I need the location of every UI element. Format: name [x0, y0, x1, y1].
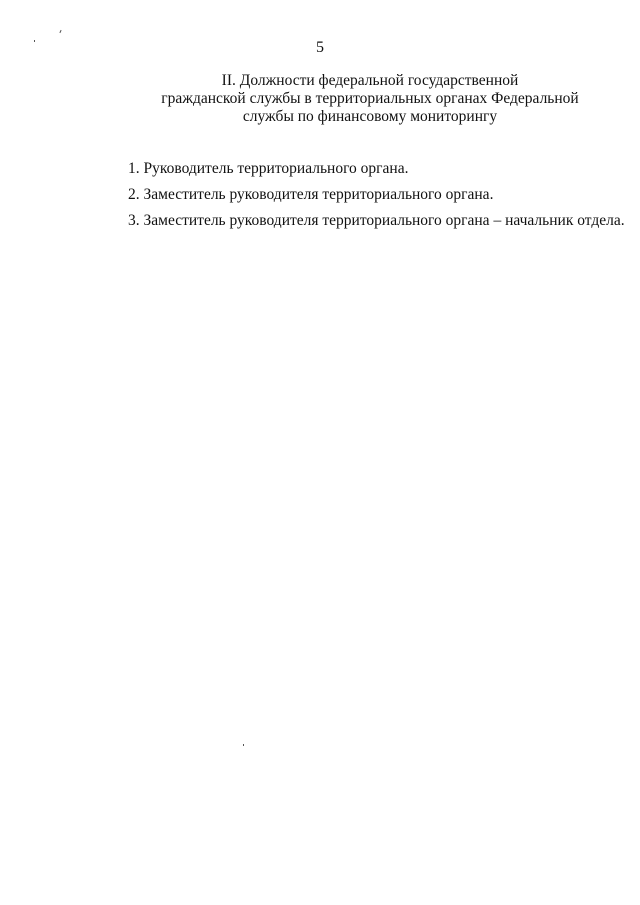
scan-speck	[59, 30, 61, 33]
page-number: 5	[316, 39, 324, 56]
section-title-line: гражданской службы в территориальных органах Федеральной	[161, 90, 579, 107]
section-title-line: службы по финансовому мониторингу	[242, 108, 498, 125]
positions-list	[128, 160, 625, 238]
list-item: 2. Заместитель руководителя территориального органа.	[128, 186, 494, 203]
list-item: 1. Руководитель территориального органа.	[128, 160, 409, 177]
section-title	[90, 72, 640, 126]
section-title-line: II. Должности федеральной государственной	[221, 72, 519, 89]
scan-speck	[243, 744, 244, 746]
list-item: 3. Заместитель руководителя территориального органа – начальник отдела.	[128, 212, 625, 229]
